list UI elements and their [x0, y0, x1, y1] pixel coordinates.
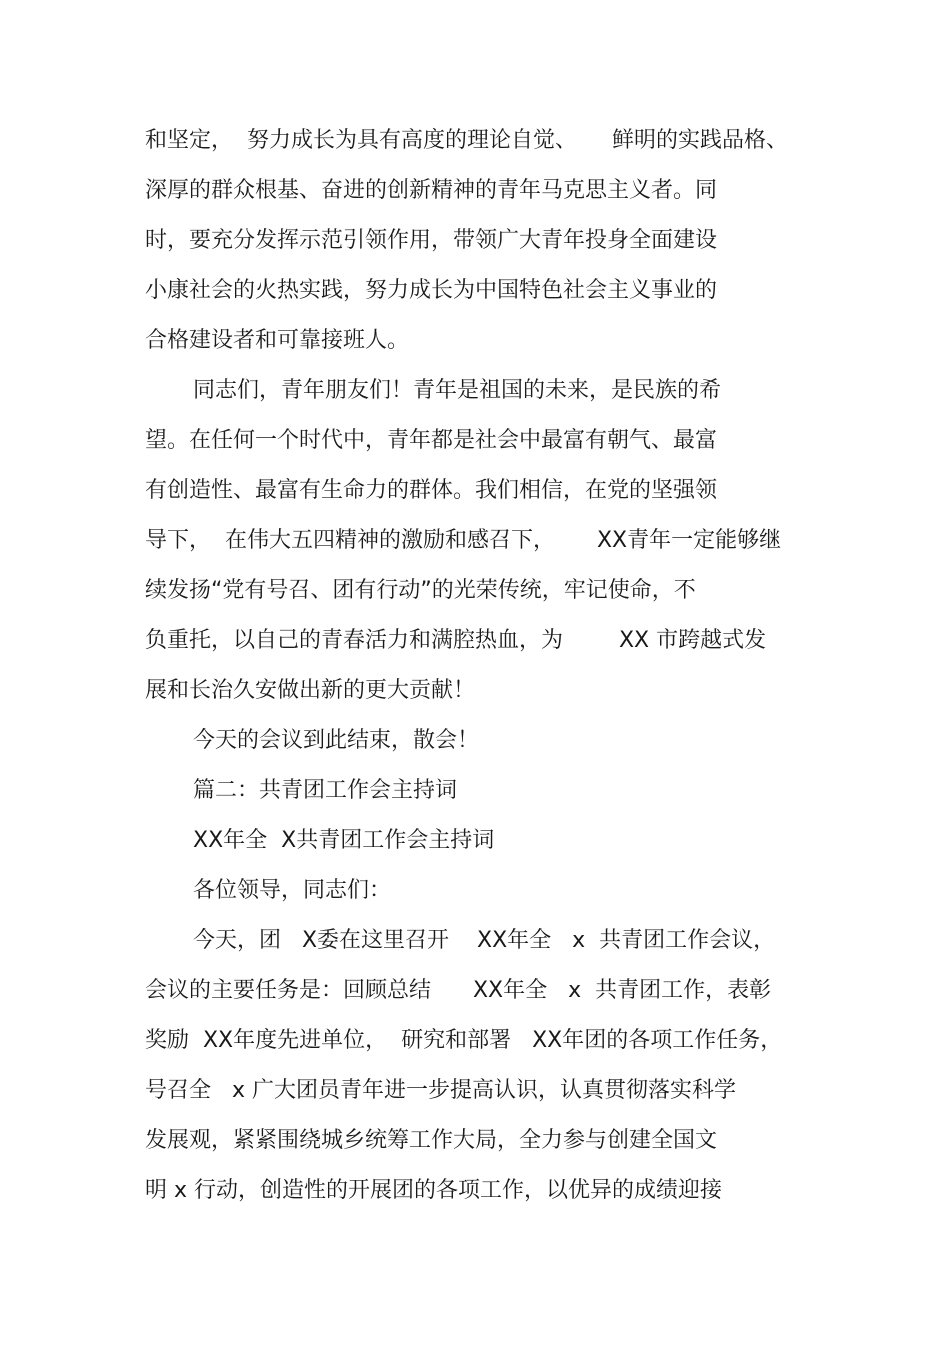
paragraph-start-line: 同志们，青年朋友们！青年是祖国的未来，是民族的希 [193, 378, 722, 403]
salutation: 各位领导，同志们： [193, 878, 392, 903]
document-title: XX年全 X共青团工作会主持词 [193, 828, 495, 853]
section-heading: 篇二：共青团工作会主持词 [193, 778, 458, 803]
text-line: 负重托，以自己的青春活力和满腔热血，为 XX 市跨越式发 [145, 628, 767, 653]
text-line: 合格建设者和可靠接班人。 [145, 328, 410, 353]
text-line: 时，要充分发挥示范引领作用，带领广大青年投身全面建设 [145, 228, 718, 253]
text-line: 会议的主要任务是：回顾总结 XX年全 x 共青团工作，表彰 [145, 978, 772, 1003]
text-line: 号召全 x 广大团员青年进一步提高认识，认真贯彻落实科学 [145, 1078, 736, 1103]
text-line: 小康社会的火热实践，努力成长为中国特色社会主义事业的 [145, 278, 718, 303]
text-line: 奖励 XX年度先进单位， 研究和部署 XX年团的各项工作任务， [145, 1028, 783, 1053]
text-line: 展和长治久安做出新的更大贡献！ [145, 678, 476, 703]
text-line: 发展观，紧紧围绕城乡统筹工作大局，全力参与创建全国文 [145, 1128, 718, 1153]
text-line: 和坚定， 努力成长为具有高度的理论自觉、 鲜明的实践品格、 [145, 128, 788, 153]
text-line: 望。在任何一个时代中，青年都是社会中最富有朝气、最富 [145, 428, 718, 453]
text-line: 有创造性、最富有生命力的群体。我们相信，在党的坚强领 [145, 478, 718, 503]
paragraph-start-line: 今天，团 X委在这里召开 XX年全 x 共青团工作会议， [193, 928, 776, 953]
text-line: 明 x 行动，创造性的开展团的各项工作，以优异的成绩迎接 [145, 1178, 723, 1203]
text-line: 续发扬“党有号召、团有行动”的光荣传统，牢记使命，不 [145, 578, 696, 603]
text-line: 深厚的群众根基、奋进的创新精神的青年马克思主义者。同 [145, 178, 718, 203]
text-line: 导下， 在伟大五四精神的激励和感召下， XX青年一定能够继 [145, 528, 782, 553]
closing-remark: 今天的会议到此结束，散会！ [193, 728, 480, 753]
